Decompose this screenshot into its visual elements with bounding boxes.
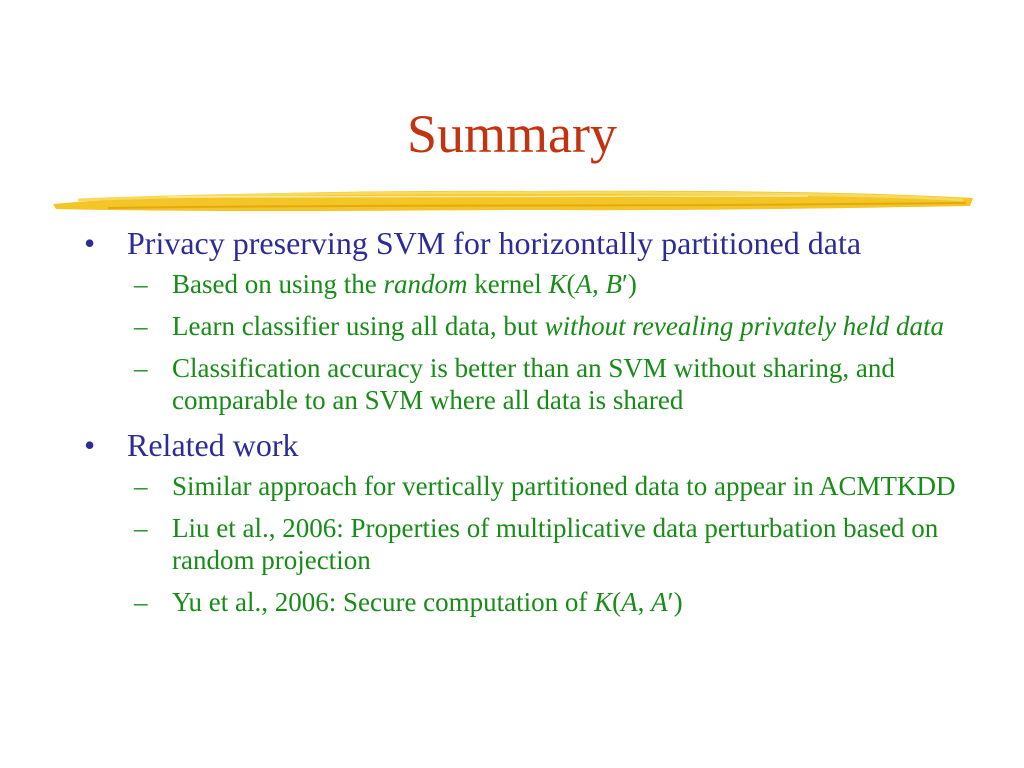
sub-text: Learn classifier using all data, but — [172, 311, 545, 341]
sub-text: Liu et al., 2006: Properties of multiplicative data perturbation based on random projection — [172, 513, 939, 575]
sub-item-learn-classifier — [84, 310, 964, 342]
bullet-text: Privacy preserving SVM for horizontally partitioned data — [127, 225, 862, 261]
sub-text: Based on using the — [172, 269, 384, 299]
sub-list-1 — [84, 268, 964, 416]
sub-item-random-kernel — [84, 268, 964, 300]
sub-text: Classification accuracy is better than an SVM without sharing, and comparable to an SVM where all data is shared — [172, 353, 895, 415]
dash-glyph: – — [134, 471, 148, 501]
bullet-privacy-svm — [84, 224, 964, 262]
sub-text: ( — [612, 587, 622, 617]
bullet-glyph: • — [84, 225, 96, 261]
sub-item-liu-2006 — [84, 512, 964, 576]
slide-title: Summary — [407, 104, 617, 164]
dash-glyph: – — [134, 587, 148, 617]
math-a-prime: A — [651, 587, 668, 617]
bullet-glyph: • — [84, 427, 96, 463]
sub-text: kernel — [467, 269, 549, 299]
dash-glyph: – — [134, 311, 148, 341]
dash-glyph: – — [134, 353, 148, 383]
bullet-text: Related work — [127, 427, 299, 463]
dash-glyph: – — [134, 513, 148, 543]
math-a: A — [575, 269, 592, 299]
slide-content — [84, 224, 964, 628]
sub-text-italic: without revealing privately held data — [544, 311, 945, 341]
sub-text: Yu et al., 2006: Secure computation of — [172, 587, 595, 617]
sub-text: , — [637, 587, 652, 617]
sub-text: , — [591, 269, 606, 299]
sub-text: ′) — [667, 587, 683, 617]
sub-text-italic: random — [383, 269, 468, 299]
sub-list-2 — [84, 470, 964, 618]
sub-text: Similar approach for vertically partitioned data to appear in ACMTKDD — [172, 471, 956, 501]
math-k: K — [594, 587, 613, 617]
dash-glyph: – — [134, 269, 148, 299]
bullet-related-work — [84, 426, 964, 464]
sub-item-vertical-partition — [84, 470, 964, 502]
math-b: B — [605, 269, 622, 299]
sub-item-yu-2006 — [84, 586, 964, 618]
sub-item-classification-accuracy — [84, 352, 964, 416]
sub-text: ′) — [621, 269, 637, 299]
math-k: K — [548, 269, 567, 299]
brush-stroke-divider — [48, 178, 978, 220]
sub-text: ( — [566, 269, 576, 299]
math-a: A — [621, 587, 638, 617]
